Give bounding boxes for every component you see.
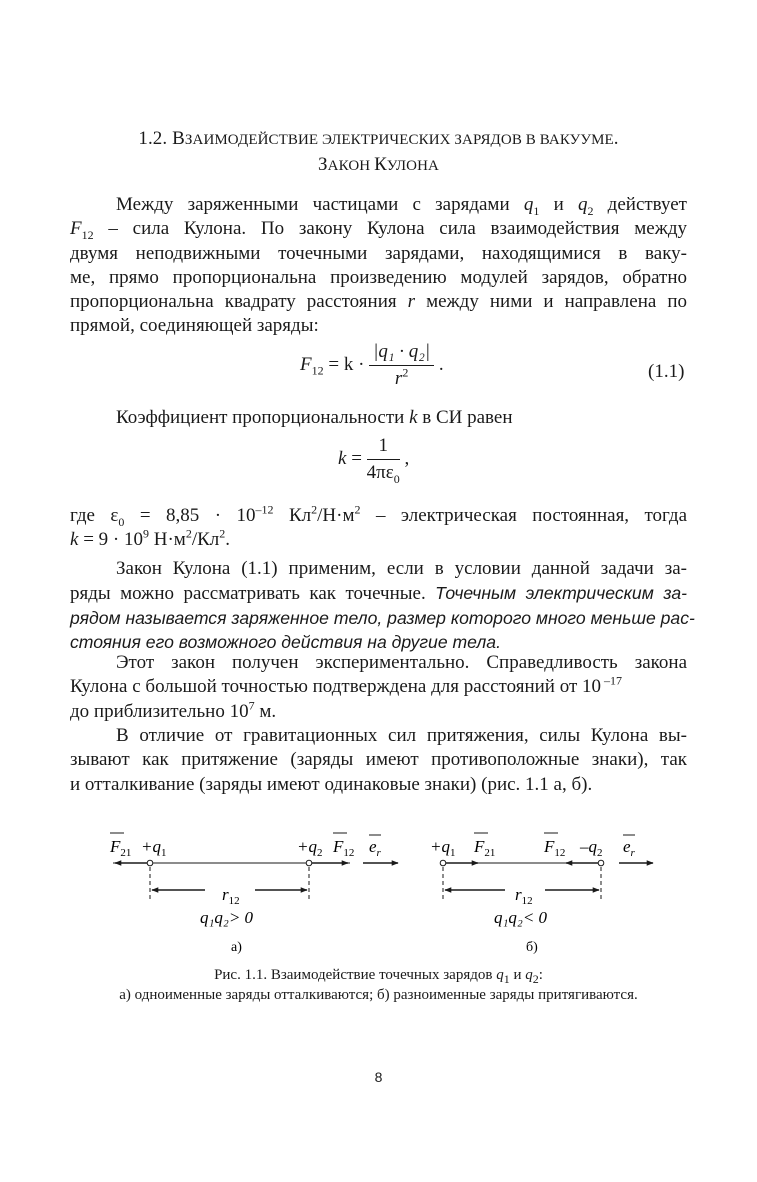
text-line: Коэффициент пропорциональности k в СИ равен: [116, 407, 513, 428]
text-line: до приблизительно $10^7$ м.: [70, 698, 277, 722]
text-line: Кулона с большой точностью подтверждена для расстояний от 10 $^{-17}$: [70, 673, 623, 698]
page-number: 8: [374, 1069, 383, 1085]
text-line: В отличие от гравитационных сил притяжения, силы Кулона вы-: [116, 725, 687, 746]
equation-coulomb-law: $F_{12} = k$ · $\frac{\text{|q₁ · q₂|}}{r^2}$ .: [300, 341, 444, 389]
condition-b: q₁q₂< 0: [494, 908, 548, 927]
paragraph-k-coefficient: [70, 406, 687, 430]
paragraph-point-charge: [70, 557, 695, 654]
text-line: ряды можно рассматривать как точечные. Точечным электрическим за-: [70, 583, 688, 605]
label-F12: $F_{12}$: [544, 837, 566, 859]
text-line: зывают как притяжение (заряды имеют противоположные знаки), так: [70, 749, 687, 771]
charge-point-q2: [598, 860, 604, 866]
text-line: где $\varepsilon_0 = 8,85 \cdot 10^{-12}$ $Кл^2/Н\cdot м^2$ – электрическая постоянная, тогда: [70, 502, 688, 529]
text-line: Закон Кулона (1.1) применим, если в условии данной задачи за-: [116, 558, 687, 579]
equation-k: k = $\frac{1}{4\pi\varepsilon_0}$ ,: [338, 435, 410, 486]
paragraph-experimental: [70, 651, 687, 724]
paragraph-coulomb-intro: [70, 193, 687, 339]
paragraph-attraction-repulsion: [70, 724, 687, 797]
text-line: стояния его возможного действия на другие тела.: [70, 631, 501, 652]
label-er: $e_r$: [369, 837, 381, 859]
paragraph-epsilon: [70, 504, 687, 553]
text-line: и отталкивание (заряды имеют одинаковые знаки) (рис. 1.1 а, б).: [70, 773, 593, 795]
fraction: $\frac{1}{4\pi\varepsilon_0}$: [366, 435, 400, 486]
text-line: $k = 9 \cdot 10^9$ $Н\cdot м^2/Кл^2$.: [70, 526, 230, 551]
charge-point-q1: [147, 860, 153, 866]
diagram-label-a: а): [231, 940, 242, 955]
diagram-a-like-charges: [109, 833, 398, 955]
section-heading-line-1: 1.2. ВЗАИМОДЕЙСТВИЕ ЭЛЕКТРИЧЕСКИХ ЗАРЯДОВ В ВАКУУМЕ.: [138, 128, 619, 149]
diagram-b-unlike-charges: [430, 833, 653, 955]
label-er: $e_r$: [623, 837, 635, 859]
text-line: $F_{12}$ – сила Кулона. По закону Кулона сила взаимодействия между: [70, 218, 687, 243]
equation-number: (1.1): [648, 361, 685, 382]
label-F21: $F_{21}$: [474, 837, 496, 859]
label-F21: $F_{21}$: [110, 837, 132, 859]
charge-point-q2: [306, 860, 312, 866]
figure-caption-line-2: а) одноименные заряды отталкиваются; б) разноименные заряды притягиваются.: [119, 987, 638, 1003]
text-line: прямой, соединяющей заряды:: [70, 315, 319, 337]
figure-coulomb-interaction: [0, 820, 757, 970]
text-line: ме, прямо пропорциональна произведению модулей зарядов, обратно: [70, 266, 687, 288]
label-q1: $+q_1$: [141, 837, 167, 859]
text-line: Этот закон получен экспериментально. Справедливость закона: [116, 652, 687, 673]
figure-caption-line-1: Рис. 1.1. Взаимодействие точечных зарядов $q_1$ и $q_2$:: [214, 967, 543, 986]
fraction: $\frac{\text{|q₁ · q₂|}}{r^2}$: [369, 341, 434, 390]
text-line: рядом называется заряженное тело, размер которого много меньше рас-: [70, 607, 695, 628]
label-r12: $r_{12}$: [515, 885, 533, 907]
charge-point-q1: [440, 860, 446, 866]
label-q2: $-q_2$: [580, 837, 603, 859]
text-line: двумя неподвижными точечными зарядами, находящимися в ваку-: [70, 242, 687, 264]
diagram-label-b: б): [526, 940, 538, 955]
label-F12: $F_{12}$: [333, 837, 355, 859]
label-r12: $r_{12}$: [222, 885, 240, 907]
text-line: пропорциональна квадрату расстояния r между ними и направлена по: [70, 291, 687, 313]
condition-a: q₁q₂> 0: [200, 908, 254, 927]
label-q1: $+q_1$: [430, 837, 456, 859]
text-line: Между заряженными частицами с зарядами $q_1$ и $q_2$ действует: [116, 194, 687, 218]
section-heading-line-2: ЗАКОН КУЛОНА: [318, 154, 439, 175]
label-q2: $+q_2$: [297, 837, 323, 859]
